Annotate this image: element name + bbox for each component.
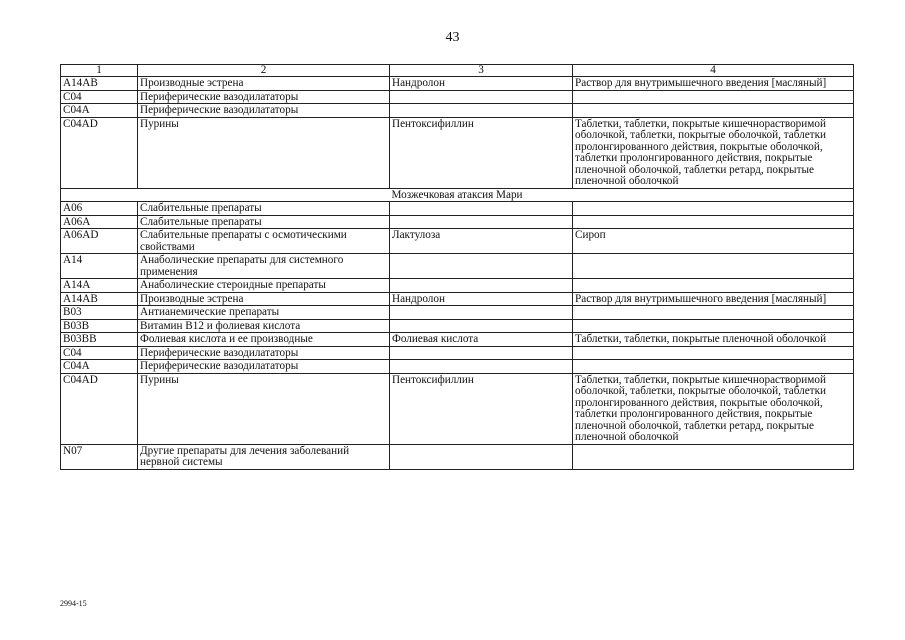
dosage-form-cell: Таблетки, таблетки, покрытые пленочной оболочкой	[573, 333, 854, 347]
table-body	[61, 77, 854, 470]
pharmacological-group-cell: Периферические вазодилататоры	[138, 360, 390, 374]
dosage-form-cell	[573, 90, 854, 104]
drug-name-cell: Нандролон	[390, 77, 573, 91]
atc-code-cell: N07	[61, 444, 138, 469]
column-header-4: 4	[573, 65, 854, 77]
pharmacological-group-cell: Производные эстрена	[138, 292, 390, 306]
dosage-form-cell: Таблетки, таблетки, покрытые кишечнорастворимой оболочкой, таблетки, покрытые оболочкой, таблетки пролонгированного действия, покрытые оболочкой, таблетки пролонгированного действия, покрытые пленочной оболочкой, таблетки ретард, покрытые пленочной оболочкой	[573, 117, 854, 188]
dosage-form-cell	[573, 319, 854, 333]
drug-name-cell	[390, 319, 573, 333]
document-code: 2994-15	[60, 599, 87, 608]
atc-code-cell: A06AD	[61, 229, 138, 254]
dosage-form-cell	[573, 360, 854, 374]
pharmacological-group-cell: Слабительные препараты с осмотическими свойствами	[138, 229, 390, 254]
section-header-row	[61, 188, 854, 202]
drug-name-cell	[390, 202, 573, 216]
table-row	[61, 279, 854, 293]
pharmacological-group-cell: Анаболические препараты для системного применения	[138, 254, 390, 279]
dosage-form-cell	[573, 104, 854, 118]
table-row	[61, 319, 854, 333]
atc-code-cell: C04AD	[61, 117, 138, 188]
dosage-form-cell: Раствор для внутримышечного введения [масляный]	[573, 292, 854, 306]
drug-name-cell: Лактулоза	[390, 229, 573, 254]
drug-name-cell: Нандролон	[390, 292, 573, 306]
table-row	[61, 346, 854, 360]
table-row	[61, 215, 854, 229]
table-row	[61, 104, 854, 118]
table-row	[61, 333, 854, 347]
page-number: 43	[445, 30, 460, 45]
pharmacological-group-cell: Пурины	[138, 373, 390, 444]
table-row	[61, 202, 854, 216]
drug-name-cell	[390, 346, 573, 360]
atc-code-cell: A14AB	[61, 292, 138, 306]
table-row	[61, 306, 854, 320]
drug-name-cell: Фолиевая кислота	[390, 333, 573, 347]
atc-code-cell: A14A	[61, 279, 138, 293]
pharmacological-group-cell: Пурины	[138, 117, 390, 188]
table-row	[61, 229, 854, 254]
column-header-1: 1	[61, 65, 138, 77]
pharmacological-group-cell: Периферические вазодилататоры	[138, 346, 390, 360]
atc-code-cell: C04A	[61, 104, 138, 118]
drug-name-cell	[390, 279, 573, 293]
pharmacological-group-cell: Производные эстрена	[138, 77, 390, 91]
drug-name-cell	[390, 254, 573, 279]
dosage-form-cell	[573, 215, 854, 229]
dosage-form-cell: Сироп	[573, 229, 854, 254]
table-row	[61, 360, 854, 374]
atc-code-cell: C04	[61, 90, 138, 104]
drug-name-cell: Пентоксифиллин	[390, 373, 573, 444]
table-row	[61, 444, 854, 469]
table-header-row	[61, 65, 854, 77]
atc-code-cell: C04AD	[61, 373, 138, 444]
table-row	[61, 77, 854, 91]
atc-code-cell: A06	[61, 202, 138, 216]
dosage-form-cell: Таблетки, таблетки, покрытые кишечнорастворимой оболочкой, таблетки, покрытые оболочкой, таблетки пролонгированного действия, покрытые оболочкой, таблетки пролонгированного действия, покрытые пленочной оболочкой, таблетки ретард, покрытые пленочной оболочкой	[573, 373, 854, 444]
atc-code-cell: B03	[61, 306, 138, 320]
drug-name-cell	[390, 215, 573, 229]
drug-name-cell	[390, 360, 573, 374]
dosage-form-cell	[573, 254, 854, 279]
pharmacological-group-cell: Слабительные препараты	[138, 202, 390, 216]
atc-code-cell: C04A	[61, 360, 138, 374]
dosage-form-cell	[573, 279, 854, 293]
column-header-2: 2	[138, 65, 390, 77]
atc-code-cell: A14	[61, 254, 138, 279]
atc-code-cell: C04	[61, 346, 138, 360]
dosage-form-cell	[573, 306, 854, 320]
table-row	[61, 90, 854, 104]
table-row	[61, 373, 854, 444]
section-title: Мозжечковая атаксия Мари	[61, 188, 854, 202]
pharmacological-group-cell: Другие препараты для лечения заболеваний нервной системы	[138, 444, 390, 469]
drug-name-cell	[390, 306, 573, 320]
pharmacological-group-cell: Антианемические препараты	[138, 306, 390, 320]
pharmacological-group-cell: Слабительные препараты	[138, 215, 390, 229]
dosage-form-cell	[573, 202, 854, 216]
pharmacological-group-cell: Периферические вазодилататоры	[138, 90, 390, 104]
drug-name-cell: Пентоксифиллин	[390, 117, 573, 188]
pharmacological-group-cell: Периферические вазодилататоры	[138, 104, 390, 118]
table-row	[61, 292, 854, 306]
drug-table	[60, 64, 854, 470]
dosage-form-cell	[573, 346, 854, 360]
pharmacological-group-cell: Фолиевая кислота и ее производные	[138, 333, 390, 347]
atc-code-cell: B03B	[61, 319, 138, 333]
pharmacological-group-cell: Анаболические стероидные препараты	[138, 279, 390, 293]
pharmacological-group-cell: Витамин B12 и фолиевая кислота	[138, 319, 390, 333]
column-header-3: 3	[390, 65, 573, 77]
atc-code-cell: A06A	[61, 215, 138, 229]
table-row	[61, 254, 854, 279]
atc-code-cell: A14AB	[61, 77, 138, 91]
drug-name-cell	[390, 90, 573, 104]
dosage-form-cell: Раствор для внутримышечного введения [масляный]	[573, 77, 854, 91]
drug-name-cell	[390, 104, 573, 118]
dosage-form-cell	[573, 444, 854, 469]
drug-name-cell	[390, 444, 573, 469]
atc-code-cell: B03BB	[61, 333, 138, 347]
table-row	[61, 117, 854, 188]
